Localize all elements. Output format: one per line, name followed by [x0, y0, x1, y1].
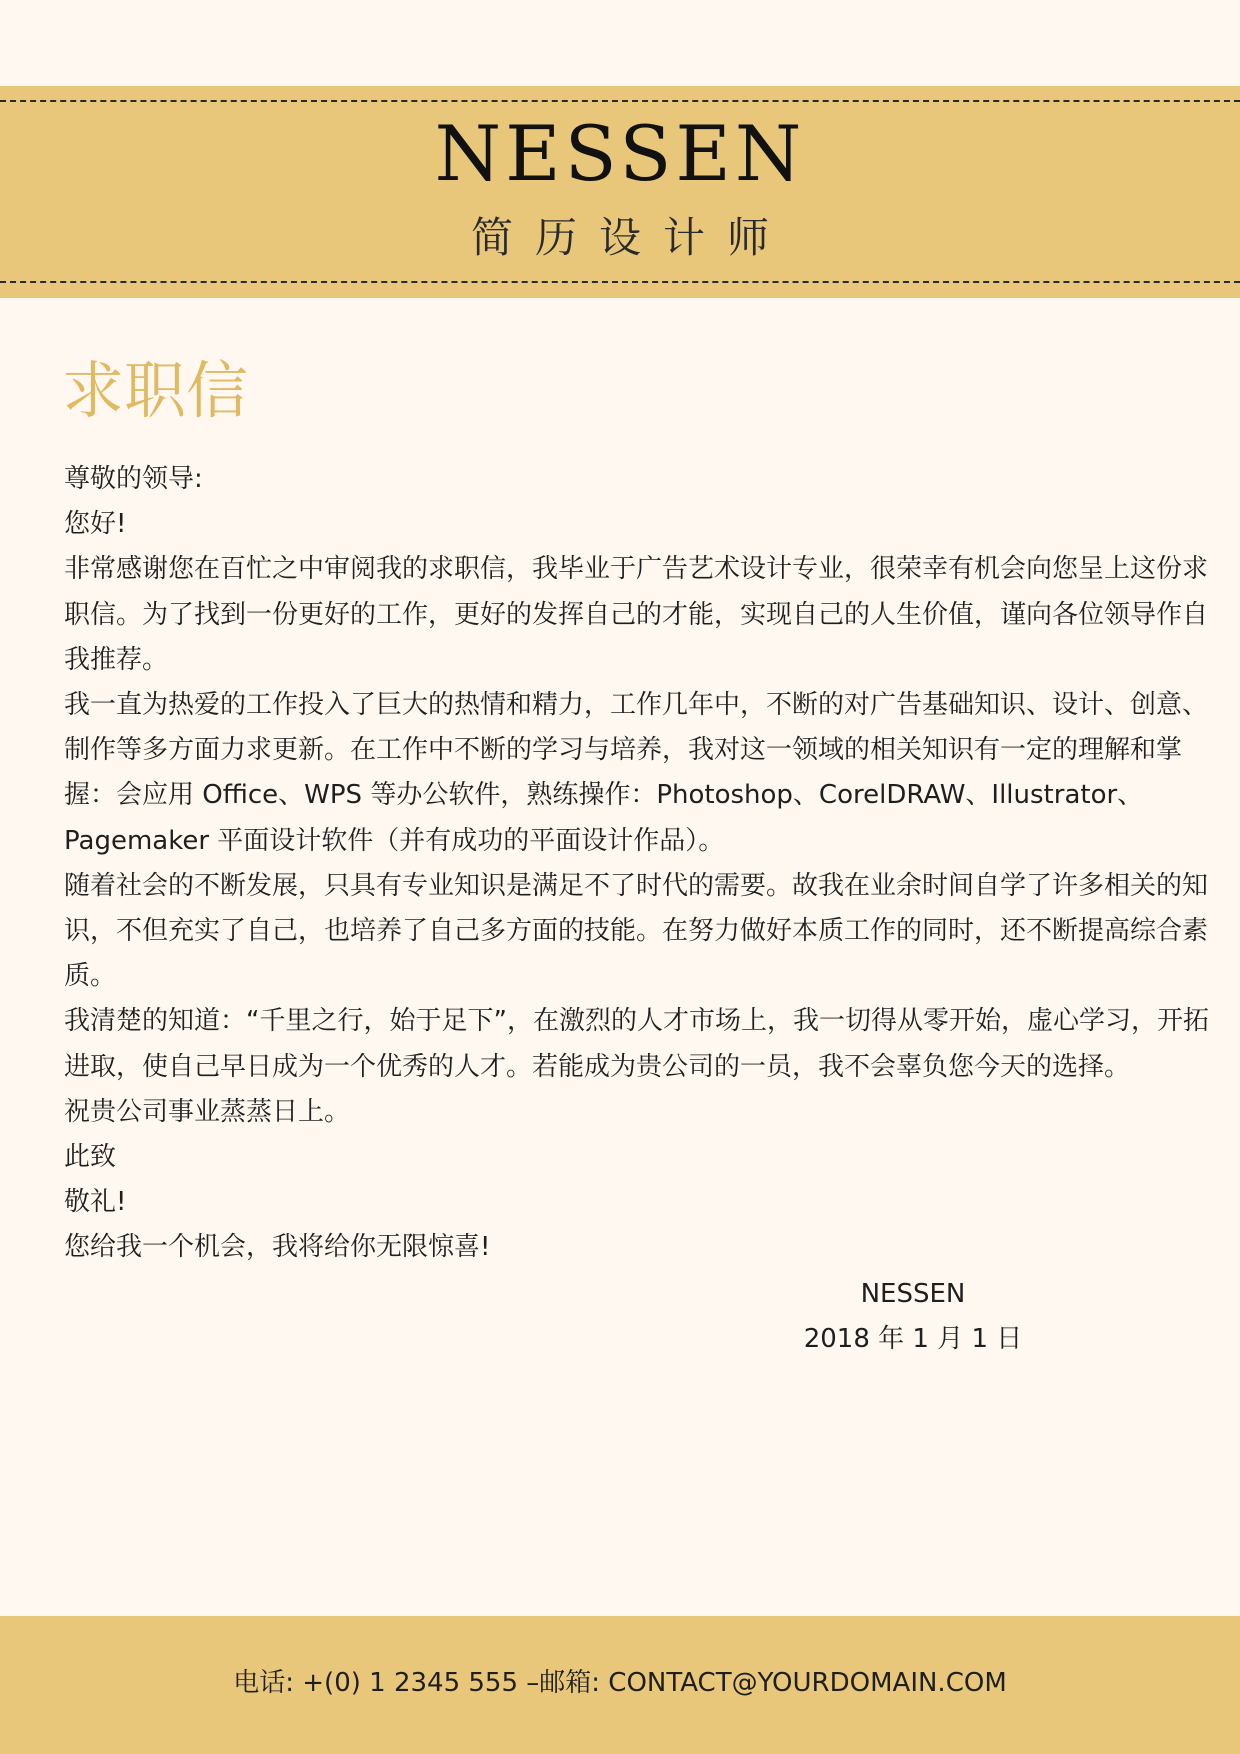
signature-block: [780, 1272, 1046, 1362]
letter-closing: 此致: [64, 1142, 117, 1173]
letter-title: 求职信: [62, 354, 249, 427]
letter-greeting: 您好!: [64, 509, 127, 540]
header-dashed-line-bottom: [0, 281, 1240, 283]
footer-band: [0, 1616, 1240, 1754]
letter-paragraph: 我清楚的知道：“千里之行，始于足下”，在激烈的人才市场上，我一切得从零开始，虚心学习，开拓进取，使自己早日成为一个优秀的人才。若能成为贵公司的一员，我不会辜负您今天的选择。: [64, 1006, 1209, 1082]
letter-paragraph: 我一直为热爱的工作投入了巨大的热情和精力，工作几年中，不断的对广告基础知识、设计、创意、制作等多方面力求更新。在工作中不断的学习与培养，我对这一领域的相关知识有一定的理解和掌握：会应用 Office、WPS 等办公软件，熟练操作：Photoshop、CorelDRAW、Illustrator、Pagemaker 平面设计软件（并有成功的平面设计作品）。: [64, 690, 1209, 856]
brand-name: NESSEN: [434, 109, 806, 198]
letter-regards: 敬礼!: [64, 1187, 127, 1218]
header-band: [0, 86, 1240, 298]
signature-date: 2018 年 1 月 1 日: [803, 1324, 1023, 1354]
letter-salutation: 尊敬的领导:: [64, 464, 203, 494]
brand-role: 简历设计师: [470, 213, 791, 262]
letter-paragraph: 非常感谢您在百忙之中审阅我的求职信，我毕业于广告艺术设计专业，很荣幸有机会向您呈上这份求职信。为了找到一份更好的工作，更好的发挥自己的才能，实现自己的人生价值，谨向各位领导作自我推荐。: [64, 554, 1209, 675]
footer-contact: 电话: +(0) 1 2345 555 –邮箱: CONTACT@YOURDOMAIN.COM: [233, 1668, 1007, 1698]
signature-name: NESSEN: [860, 1279, 966, 1309]
letter-body: [64, 457, 1224, 1271]
letter-postscript: 您给我一个机会，我将给你无限惊喜!: [64, 1232, 491, 1263]
letter-paragraph: 随着社会的不断发展，只具有专业知识是满足不了时代的需要。故我在业余时间自学了许多相关的知识，不但充实了自己，也培养了自己多方面的技能。在努力做好本质工作的同时，还不断提高综合素质。: [64, 870, 1209, 992]
header-dashed-line-top: [0, 100, 1240, 102]
letter-wish: 祝贵公司事业蒸蒸日上。: [64, 1096, 351, 1127]
